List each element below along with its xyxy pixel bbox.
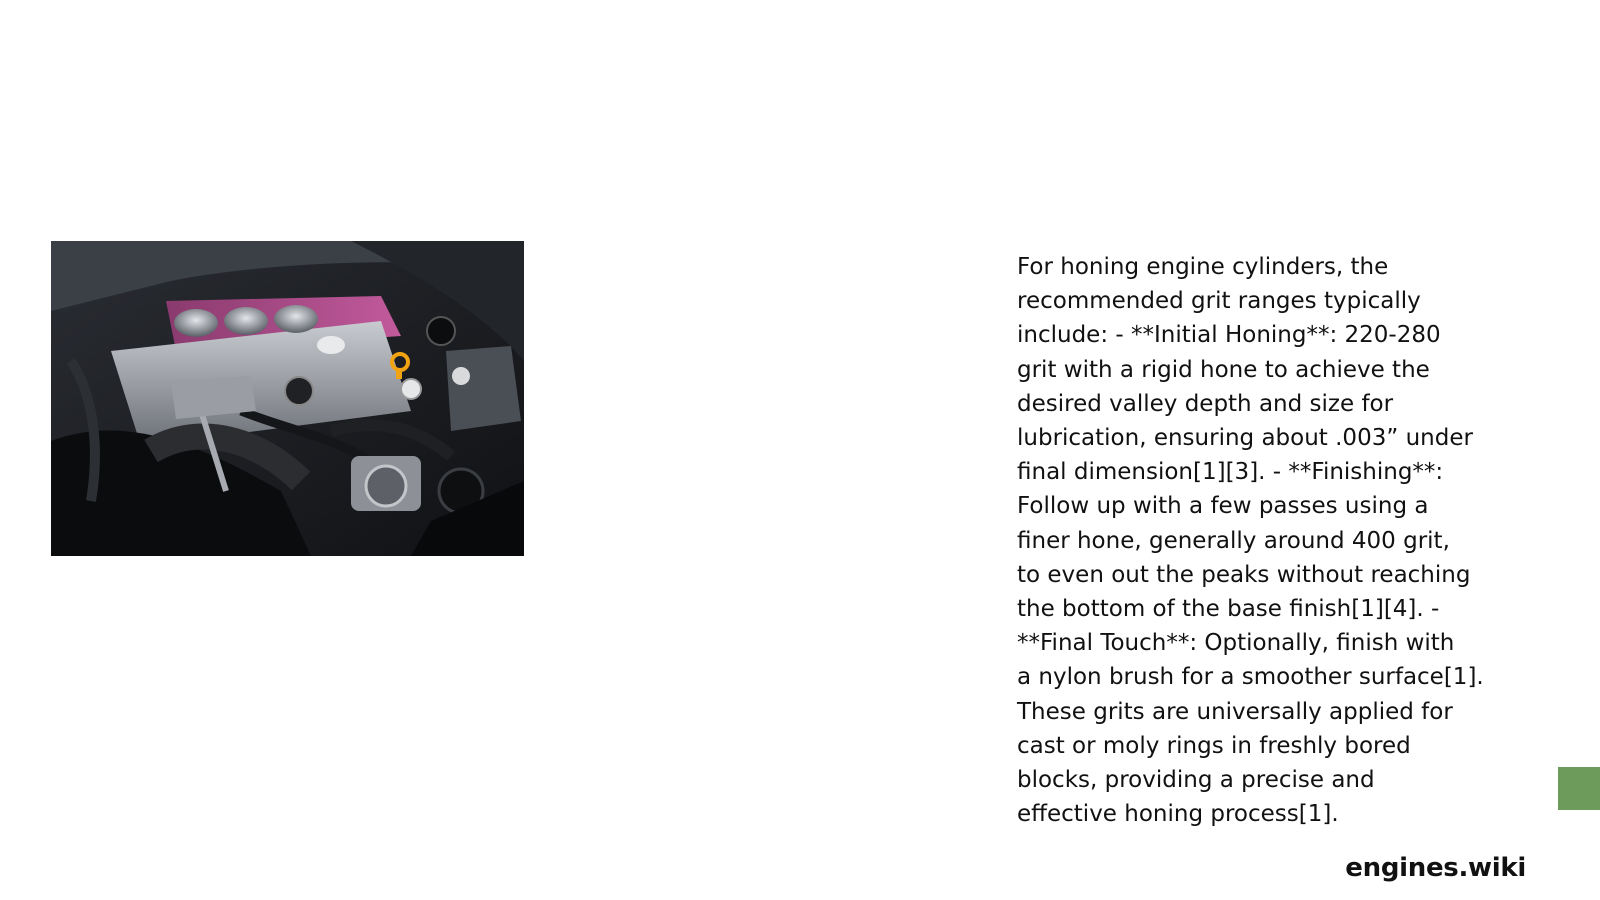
brand-logo-text: engines.wiki — [1345, 853, 1526, 883]
article-paragraph: For honing engine cylinders, the recommended grit ranges typically include: - **Initial Honing**: 220-280 grit with a rigid hone to achieve the desired valley depth and size for lubrication, ensuring about .003” under final dimension[1][3]. - **Finishing**: Follow up with a few passes using a finer hone, generally around 400 grit, to even out the peaks without reaching the bottom of the base finish[1][4]. - **Final Touch**: Optionally, finish with a nylon brush for a smoother surface[1]. These grits are universally applied for cast or moly rings in freshly bored blocks, providing a precise and effective honing process[1]. — [1017, 254, 1484, 828]
engine-illustration — [51, 241, 524, 556]
engine-photo — [51, 241, 524, 556]
accent-tab — [1558, 767, 1600, 810]
